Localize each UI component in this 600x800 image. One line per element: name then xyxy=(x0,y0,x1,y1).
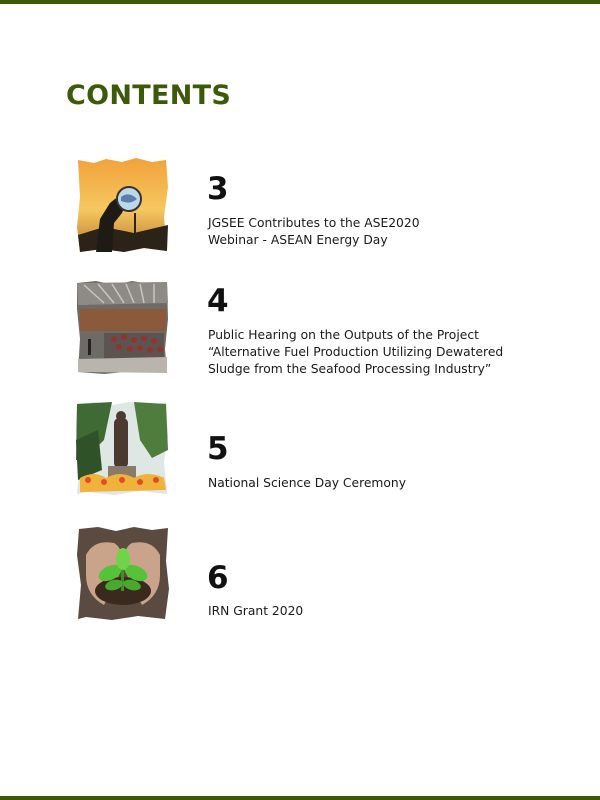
page-number: 4 xyxy=(207,283,229,319)
auditorium-image xyxy=(74,279,170,375)
bottom-border xyxy=(0,796,600,800)
hand-globe-image xyxy=(74,157,170,253)
statue-image xyxy=(74,400,170,496)
page-number: 6 xyxy=(207,560,229,596)
thumbnail-auditorium xyxy=(74,279,170,375)
thumbnail-statue xyxy=(74,400,170,496)
entry-title: JGSEE Contributes to the ASE2020 Webinar - ASEAN Energy Day xyxy=(208,216,420,247)
entry-title: Public Hearing on the Outputs of the Project “Alternative Fuel Production Utilizing Dewatered Sludge from the Seafood Processing Industry” xyxy=(208,328,504,376)
page-number: 3 xyxy=(207,171,229,207)
thumbnail-hand-globe xyxy=(74,157,170,253)
thumbnail-seedling xyxy=(74,525,170,621)
seedling-image xyxy=(74,525,170,621)
page-title: CONTENTS xyxy=(66,80,232,111)
page-number: 5 xyxy=(207,431,229,467)
top-border xyxy=(0,0,600,4)
entry-title: National Science Day Ceremony xyxy=(208,476,406,490)
entry-title: IRN Grant 2020 xyxy=(208,604,304,618)
